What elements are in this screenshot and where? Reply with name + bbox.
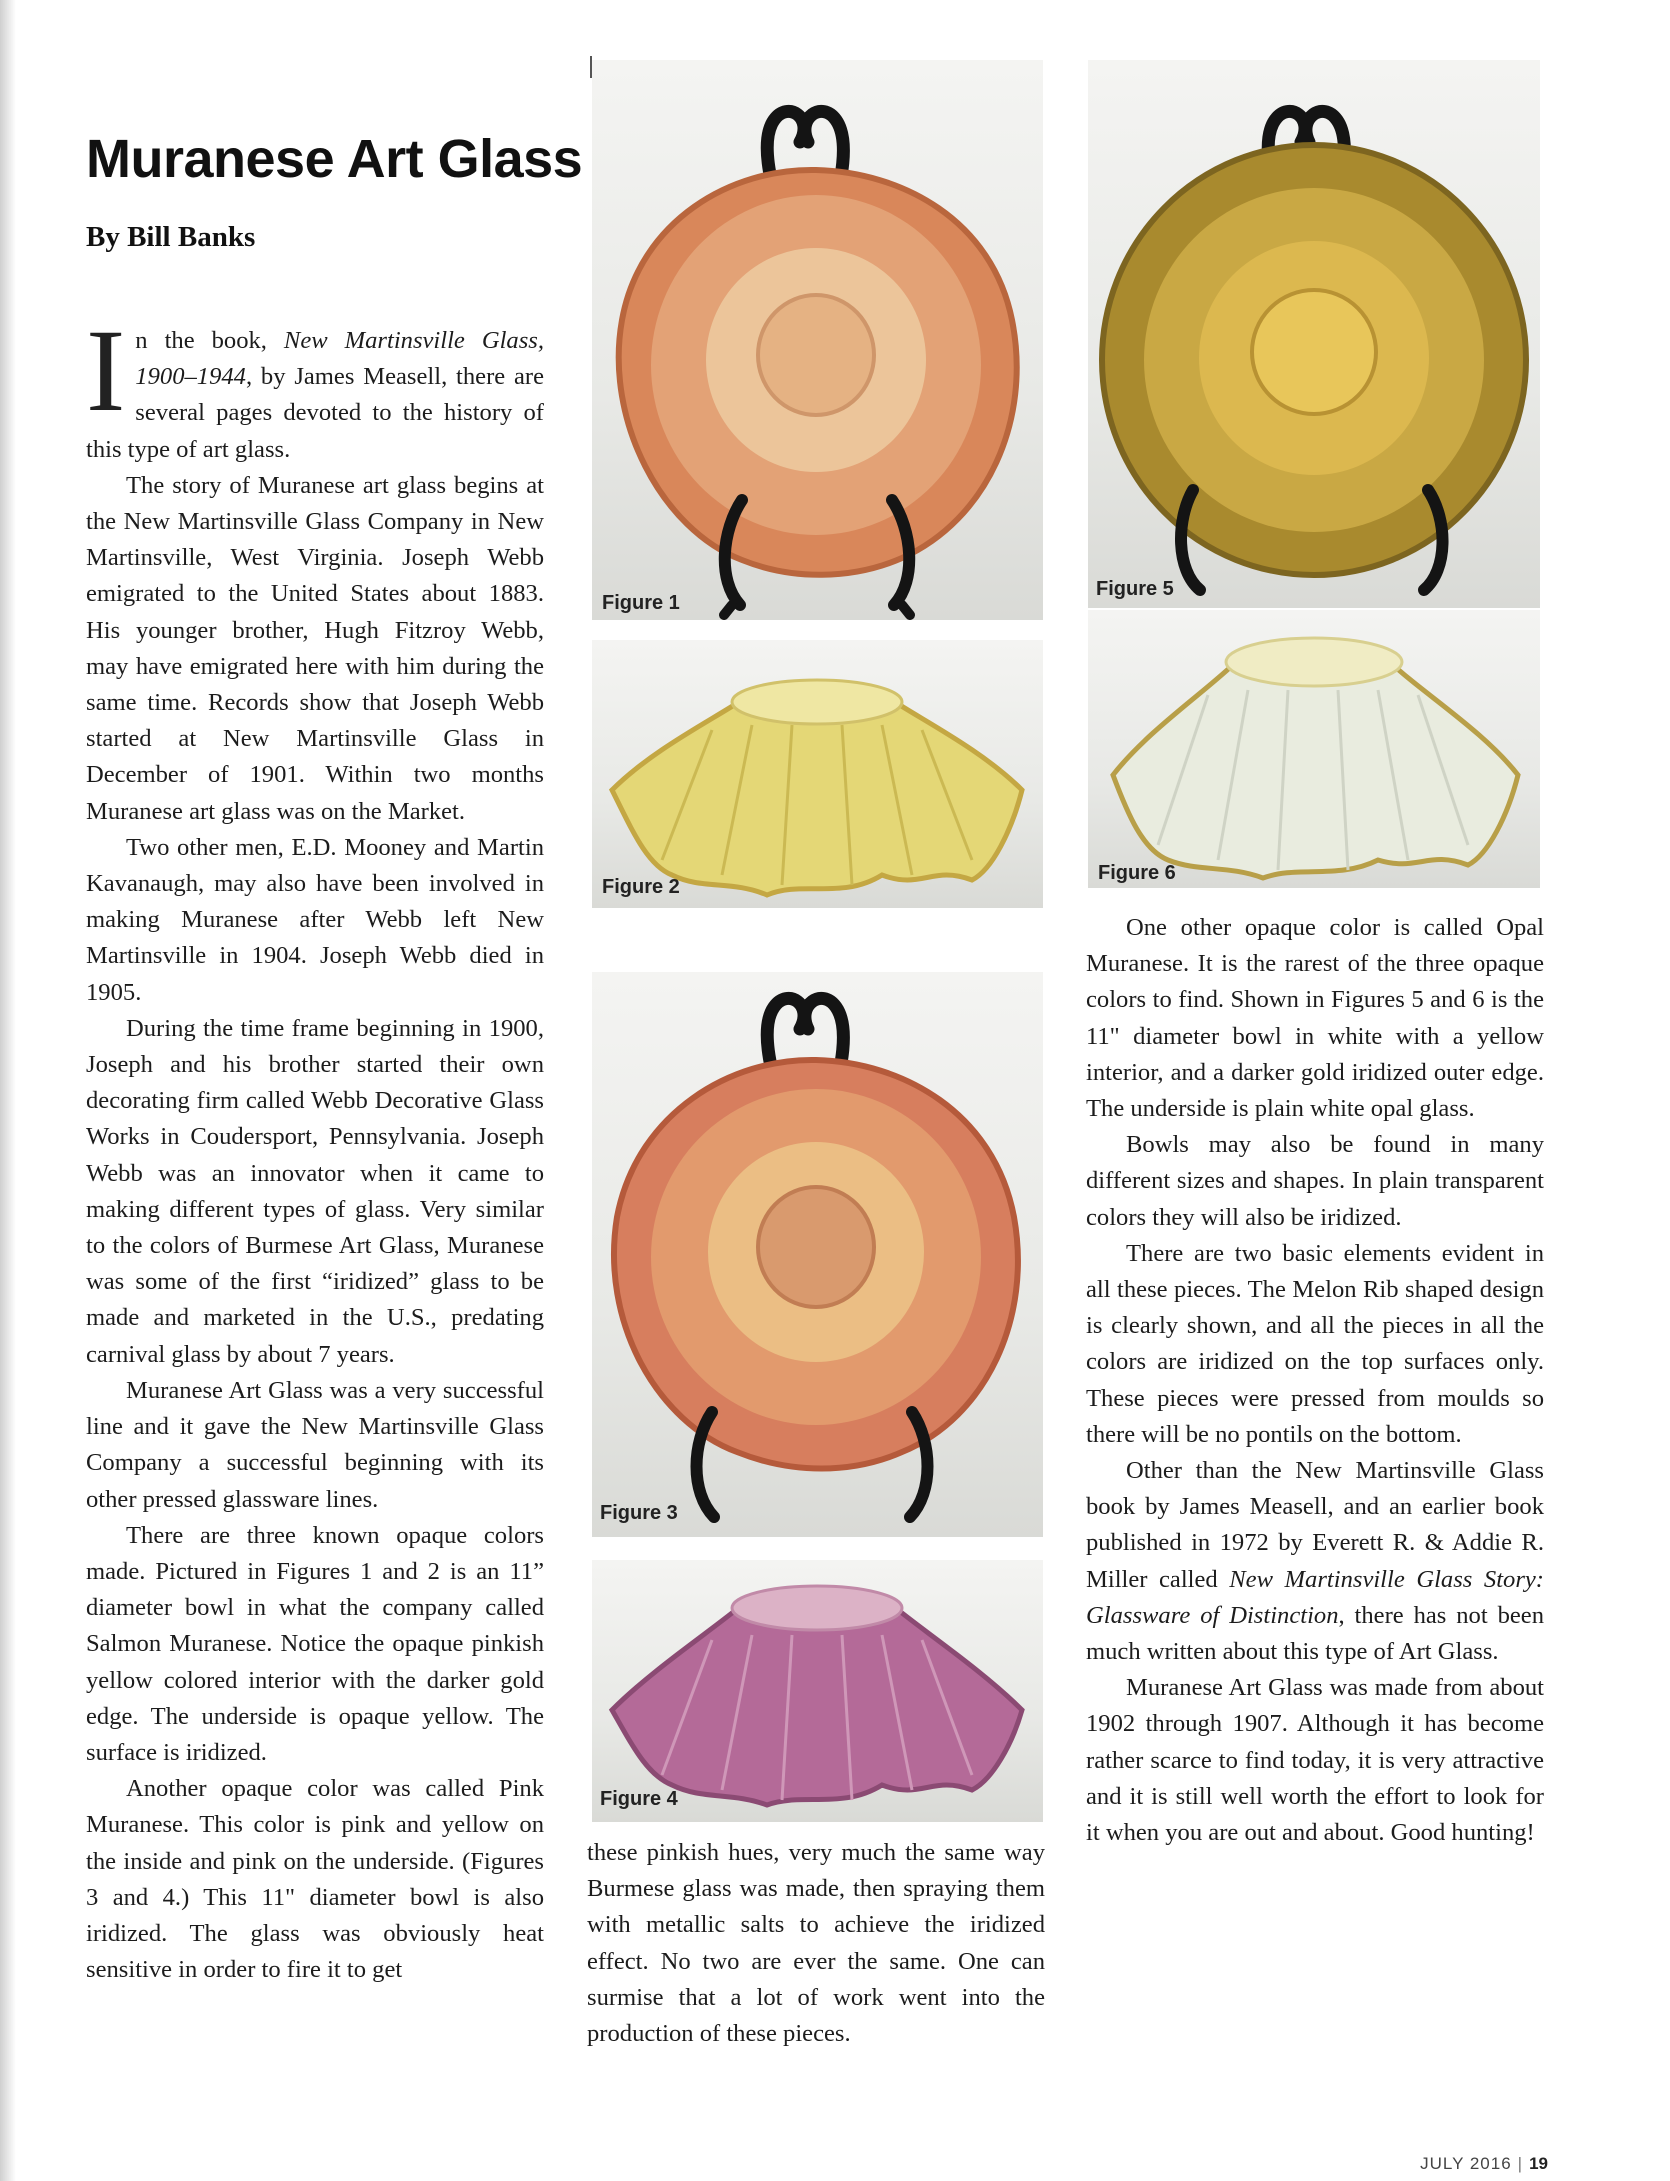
paragraph: Bowls may also be found in many different sizes and shapes. In plain transparent colors they will also be iridized. — [1086, 1131, 1544, 1231]
pink-underside-image — [592, 1560, 1043, 1822]
figure-label: Figure 2 — [602, 876, 680, 898]
text-column-2 — [587, 1835, 1045, 2052]
pink-bowl-image — [592, 972, 1043, 1537]
paragraph-continued: these pinkish hues, very much the same way Burmese glass was made, then spraying them with metallic salts to achieve the iridized effect. No two are ever the same. One can surmise that a lot of work went into the production of these pieces. — [587, 1839, 1045, 2048]
figure-1-photo — [592, 60, 1043, 620]
paragraph: There are two basic elements evident in all these pieces. The Melon Rib shaped design is clearly shown, and all the pieces in all the colors are iridized on the top surfaces only. These pieces were pressed from moulds so there will be no pontils on the bottom. — [1086, 1239, 1544, 1448]
issue-date: JULY 2016 — [1420, 2154, 1512, 2173]
text-column-1 — [86, 305, 545, 1988]
figure-5-photo — [1088, 60, 1540, 608]
figure-label: Figure 1 — [602, 592, 680, 614]
text-column-3 — [1086, 910, 1544, 1851]
figure-6-photo — [1088, 610, 1540, 888]
page-number: 19 — [1529, 2154, 1548, 2173]
opal-underside-image — [1088, 610, 1540, 888]
figure-label: Figure 4 — [600, 1788, 678, 1810]
figure-2-photo — [592, 640, 1043, 908]
figure-label: Figure 3 — [600, 1502, 678, 1524]
paragraph: Muranese Art Glass was made from about 1902 through 1907. Although it has become rather scarce to find today, it is very attractive and it is still well worth the effort to look for it when you are out and about. Good hunting! — [1086, 1674, 1544, 1847]
paragraph: The story of Muranese art glass begins at the New Martinsville Glass Company in New Martinsville, West Virginia. Joseph Webb emigrated to the United States about 1883. His younger brother, Hugh Fitzroy Webb, may have emigrated here with him during the same time. Records show that Joseph Webb started at New Martinsville Glass in December of 1901. Within two months Muranese art glass was on the Market. — [86, 471, 544, 825]
paragraph: During the time frame beginning in 1900, Joseph and his brother started their own decorating firm called Webb Decorative Glass Works in Coudersport, Pennsylvania. Joseph Webb was an innovator when it came to making different types of glass. Very similar to the colors of Burmese Art Glass, Muranese was some of the first “iridized” glass to be made and marketed in the U.S., predating carnival glass by about 7 years. — [86, 1014, 544, 1368]
page-footer — [1420, 2154, 1548, 2174]
book-title: New Martinsville Glass, 1900–1944 — [135, 327, 545, 391]
figure-label: Figure 6 — [1098, 862, 1176, 884]
paragraph: One other opaque color is called Opal Muranese. It is the rarest of the three opaque colors to find. Shown in Figures 5 and 6 is the 11" diameter bowl in white with a yellow interior, and a darker gold iridized outer edge. The underside is plain white opal glass. — [1086, 914, 1544, 1123]
folio-divider: | — [1517, 2154, 1524, 2173]
drop-cap: I — [86, 305, 126, 436]
paragraph: Muranese Art Glass was a very successful line and it gave the New Martinsville Glass Company a successful beginning with its other pressed glassware lines. — [86, 1376, 544, 1513]
paragraph: There are three known opaque colors made. Pictured in Figures 1 and 2 is an 11” diameter bowl in what the company called Salmon Muranese. Notice the opaque pinkish yellow colored interior with the darker gold edge. The underside is opaque yellow. The surface is iridized. — [86, 1521, 544, 1766]
paragraph-intro: In the book, New Martinsville Glass, 1900–1944, by James Measell, there are several pages devoted to the history of this type of art glass. — [86, 305, 545, 463]
figure-4-photo — [592, 1560, 1043, 1822]
figure-3-photo — [592, 972, 1043, 1537]
paragraph: Other than the New Martinsville Glass book by James Measell, and an earlier book published in 1972 by Everett R. & Addie R. Miller called New Martinsville Glass Story: Glassware of Distinction, there has not been much written about this type of Art Glass. — [1086, 1457, 1544, 1666]
article-title: Muranese Art Glass — [86, 129, 583, 189]
paragraph: Two other men, E.D. Mooney and Martin Kavanaugh, may also have been involved in making Muranese after Webb left New Martinsville in 1904. Joseph Webb died in 1905. — [86, 833, 544, 1006]
figure-label: Figure 5 — [1096, 578, 1174, 600]
opal-bowl-image — [1088, 60, 1540, 608]
paragraph: Another opaque color was called Pink Muranese. This color is pink and yellow on the inside and pink on the underside. (Figures 3 and 4.) This 11" diameter bowl is also iridized. The glass was obviously heat sensitive in order to fire it to get — [86, 1775, 544, 1984]
salmon-bowl-image — [592, 60, 1043, 620]
book-title: New Martinsville Glass Story: Glassware of Distinction — [1086, 1565, 1544, 1629]
yellow-underside-image — [592, 640, 1043, 908]
article-byline: By Bill Banks — [86, 221, 256, 253]
page-edge-shadow — [0, 0, 16, 2181]
